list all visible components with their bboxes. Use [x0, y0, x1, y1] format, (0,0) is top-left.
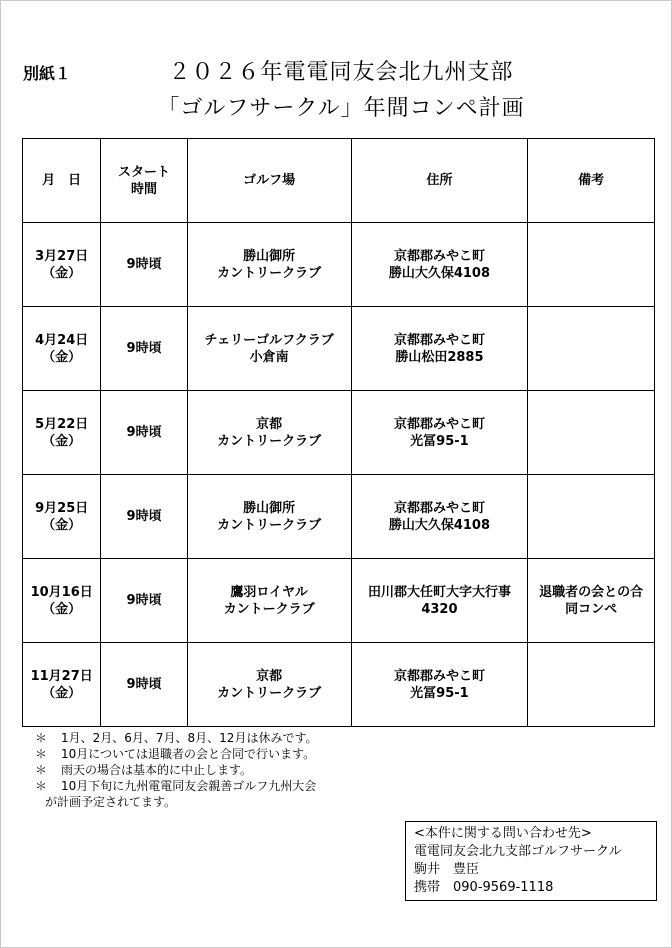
contact-box: [405, 821, 657, 901]
cell-golf: 京都 カントリークラブ: [187, 391, 351, 475]
cell-time: 9時頃: [101, 475, 187, 559]
cell-time: 9時頃: [101, 223, 187, 307]
table-row: [23, 559, 655, 643]
table-row: [23, 223, 655, 307]
contact-heading: <本件に関する問い合わせ先>: [414, 826, 592, 841]
note-item: ＊ 10月については退職者の会と合同で行います。: [35, 747, 316, 761]
cell-date: 10月16日 （金）: [23, 559, 101, 643]
cell-remarks: [528, 223, 655, 307]
cell-golf: 勝山御所 カントリークラブ: [187, 475, 351, 559]
header-start-time-line2: 時間: [131, 181, 158, 197]
asterisk-mark: ＊: [35, 763, 48, 777]
cell-time: 9時頃: [101, 559, 187, 643]
cell-remarks: [528, 391, 655, 475]
table-row: [23, 475, 655, 559]
cell-date: 4月24日 （金）: [23, 307, 101, 391]
cell-remarks: [528, 307, 655, 391]
cell-address: 京都郡みやこ町 勝山大久保4108: [351, 475, 528, 559]
cell-address: 田川郡大任町大字大行事 4320: [351, 559, 528, 643]
cell-remarks: [528, 643, 655, 727]
header-date: 月 日: [23, 139, 101, 223]
document-subtitle: 「ゴルフサークル」年間コンペ計画: [157, 96, 525, 121]
schedule-table: [22, 138, 655, 727]
notes-section: [35, 730, 318, 810]
cell-remarks: 退職者の会との合 同コンペ: [528, 559, 655, 643]
cell-time: 9時頃: [101, 391, 187, 475]
note-item: ＊ 雨天の場合は基本的に中止します。: [35, 763, 253, 777]
cell-remarks: [528, 475, 655, 559]
header-golf-course: ゴルフ場: [187, 139, 351, 223]
cell-golf: チェリーゴルフクラブ 小倉南: [187, 307, 351, 391]
header-start-time: [101, 139, 187, 223]
contact-name: 駒井 豊臣: [414, 862, 480, 877]
cell-golf: 鷹羽ロイヤル カントークラブ: [187, 559, 351, 643]
cell-date: 11月27日 （金）: [23, 643, 101, 727]
cell-date: 3月27日 （金）: [23, 223, 101, 307]
asterisk-mark: ＊: [35, 747, 48, 761]
table-row: [23, 391, 655, 475]
header-remarks: 備考: [528, 139, 655, 223]
document-title: ２０２６年電電同友会北九州支部: [168, 60, 514, 85]
header-start-time-line1: スタート: [118, 164, 171, 180]
cell-date: 5月22日 （金）: [23, 391, 101, 475]
asterisk-mark: ＊: [35, 731, 48, 745]
cell-golf: 京都 カントリークラブ: [187, 643, 351, 727]
header-address: 住所: [351, 139, 528, 223]
table-row: [23, 643, 655, 727]
note-item: ＊ 10月下旬に九州電電同友会親善ゴルフ九州大会: [35, 779, 317, 793]
attachment-label: 別紙１: [23, 64, 72, 83]
asterisk-mark: ＊: [35, 779, 48, 793]
table-row: [23, 307, 655, 391]
cell-date: 9月25日 （金）: [23, 475, 101, 559]
note-item-continued: が計画予定されてます。: [45, 795, 177, 809]
table-header-row: [23, 139, 655, 223]
contact-phone: 携帯 090-9569-1118: [414, 880, 554, 895]
cell-address: 京都郡みやこ町 勝山松田2885: [351, 307, 528, 391]
cell-time: 9時頃: [101, 307, 187, 391]
cell-address: 京都郡みやこ町 勝山大久保4108: [351, 223, 528, 307]
cell-address: 京都郡みやこ町 光冨95-1: [351, 391, 528, 475]
cell-address: 京都郡みやこ町 光冨95-1: [351, 643, 528, 727]
note-item: ＊ 1月、2月、6月、7月、8月、12月は休みです。: [35, 731, 318, 745]
cell-golf: 勝山御所 カントリークラブ: [187, 223, 351, 307]
cell-time: 9時頃: [101, 643, 187, 727]
contact-organization: 電電同友会北九支部ゴルフサークル: [414, 844, 622, 859]
